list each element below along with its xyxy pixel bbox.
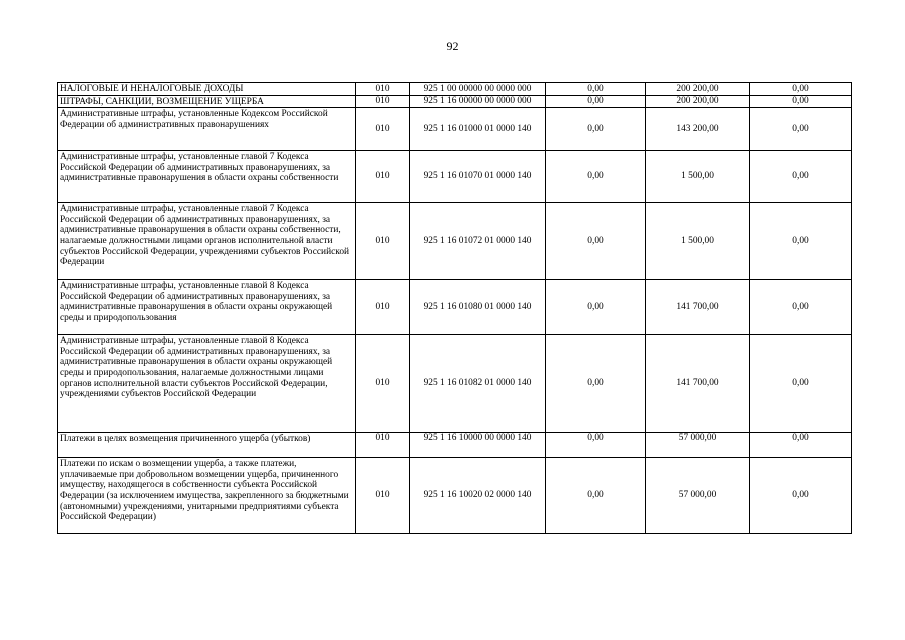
row-name: Платежи в целях возмещения причиненного ущерба (убытков): [58, 433, 356, 458]
table-row: [58, 280, 852, 335]
row-kbk: 925 1 16 01080 01 0000 140: [410, 280, 546, 335]
row-value-2: 200 200,00: [646, 83, 750, 96]
row-value-3: 0,00: [750, 203, 852, 280]
row-kbk: 925 1 16 01072 01 0000 140: [410, 203, 546, 280]
row-value-1: 0,00: [546, 280, 646, 335]
row-value-3: 0,00: [750, 95, 852, 108]
table-row: [58, 458, 852, 534]
income-table: [57, 82, 852, 534]
row-value-1: 0,00: [546, 335, 646, 433]
row-value-3: 0,00: [750, 335, 852, 433]
row-name: Административные штрафы, установленные главой 7 Кодекса Российской Федерации об административных правонарушениях, за административные правонарушения в области охраны собственности, налагаемые должностными лицами органов исполнительной власти субъектов Российской Федерации, учреждениями субъектов Российской Федерации: [58, 203, 356, 280]
row-value-2: 57 000,00: [646, 458, 750, 534]
row-value-1: 0,00: [546, 203, 646, 280]
row-code: 010: [356, 95, 410, 108]
row-name: ШТРАФЫ, САНКЦИИ, ВОЗМЕЩЕНИЕ УЩЕРБА: [58, 95, 356, 108]
row-value-3: 0,00: [750, 83, 852, 96]
table-row: [58, 433, 852, 458]
row-kbk: 925 1 16 01000 01 0000 140: [410, 108, 546, 151]
row-code: 010: [356, 83, 410, 96]
table-row: [58, 108, 852, 151]
row-value-1: 0,00: [546, 458, 646, 534]
row-name: Платежи по искам о возмещении ущерба, а также платежи, уплачиваемые при добровольном возмещении ущерба, причиненного имуществу, находящегося в собственности субъекта Российской Федерации (за исключением имущества, закрепленного за бюджетными (автономными) учреждениями, унитарными предприятиями субъекта Российской Федерации): [58, 458, 356, 534]
row-value-3: 0,00: [750, 433, 852, 458]
table-row: [58, 95, 852, 108]
page-number: 92: [446, 39, 459, 53]
row-code: 010: [356, 108, 410, 151]
table-row: [58, 151, 852, 203]
row-value-3: 0,00: [750, 151, 852, 203]
row-name: Административные штрафы, установленные главой 7 Кодекса Российской Федерации об административных правонарушениях, за административные правонарушения в области охраны собственности: [58, 151, 356, 203]
row-value-1: 0,00: [546, 433, 646, 458]
row-kbk: 925 1 16 00000 00 0000 000: [410, 95, 546, 108]
row-value-3: 0,00: [750, 458, 852, 534]
row-kbk: 925 1 16 10020 02 0000 140: [410, 458, 546, 534]
row-value-1: 0,00: [546, 95, 646, 108]
row-value-2: 143 200,00: [646, 108, 750, 151]
row-value-2: 141 700,00: [646, 280, 750, 335]
row-value-2: 141 700,00: [646, 335, 750, 433]
row-name: НАЛОГОВЫЕ И НЕНАЛОГОВЫЕ ДОХОДЫ: [58, 83, 356, 96]
row-kbk: 925 1 16 01070 01 0000 140: [410, 151, 546, 203]
row-value-1: 0,00: [546, 108, 646, 151]
row-value-1: 0,00: [546, 151, 646, 203]
row-code: 010: [356, 203, 410, 280]
row-value-2: 1 500,00: [646, 151, 750, 203]
row-kbk: 925 1 00 00000 00 0000 000: [410, 83, 546, 96]
row-value-2: 57 000,00: [646, 433, 750, 458]
row-name: Административные штрафы, установленные Кодексом Российской Федерации об административных правонарушениях: [58, 108, 356, 151]
row-code: 010: [356, 433, 410, 458]
row-kbk: 925 1 16 10000 00 0000 140: [410, 433, 546, 458]
row-name: Административные штрафы, установленные главой 8 Кодекса Российской Федерации об административных правонарушениях, за административные правонарушения в области охраны окружающей среды и природопользования: [58, 280, 356, 335]
row-value-1: 0,00: [546, 83, 646, 96]
row-code: 010: [356, 151, 410, 203]
row-name: Административные штрафы, установленные главой 8 Кодекса Российской Федерации об административных правонарушениях, за административные правонарушения в области охраны окружающей среды и природопользования, налагаемые должностными лицами органов исполнительной власти субъектов Российской Федерации, учреждениями субъектов Российской Федерации: [58, 335, 356, 433]
row-kbk: 925 1 16 01082 01 0000 140: [410, 335, 546, 433]
row-code: 010: [356, 458, 410, 534]
table-row: [58, 203, 852, 280]
row-value-2: 1 500,00: [646, 203, 750, 280]
row-value-3: 0,00: [750, 280, 852, 335]
table-row: [58, 335, 852, 433]
row-code: 010: [356, 280, 410, 335]
table-row: [58, 83, 852, 96]
row-value-3: 0,00: [750, 108, 852, 151]
row-code: 010: [356, 335, 410, 433]
row-value-2: 200 200,00: [646, 95, 750, 108]
